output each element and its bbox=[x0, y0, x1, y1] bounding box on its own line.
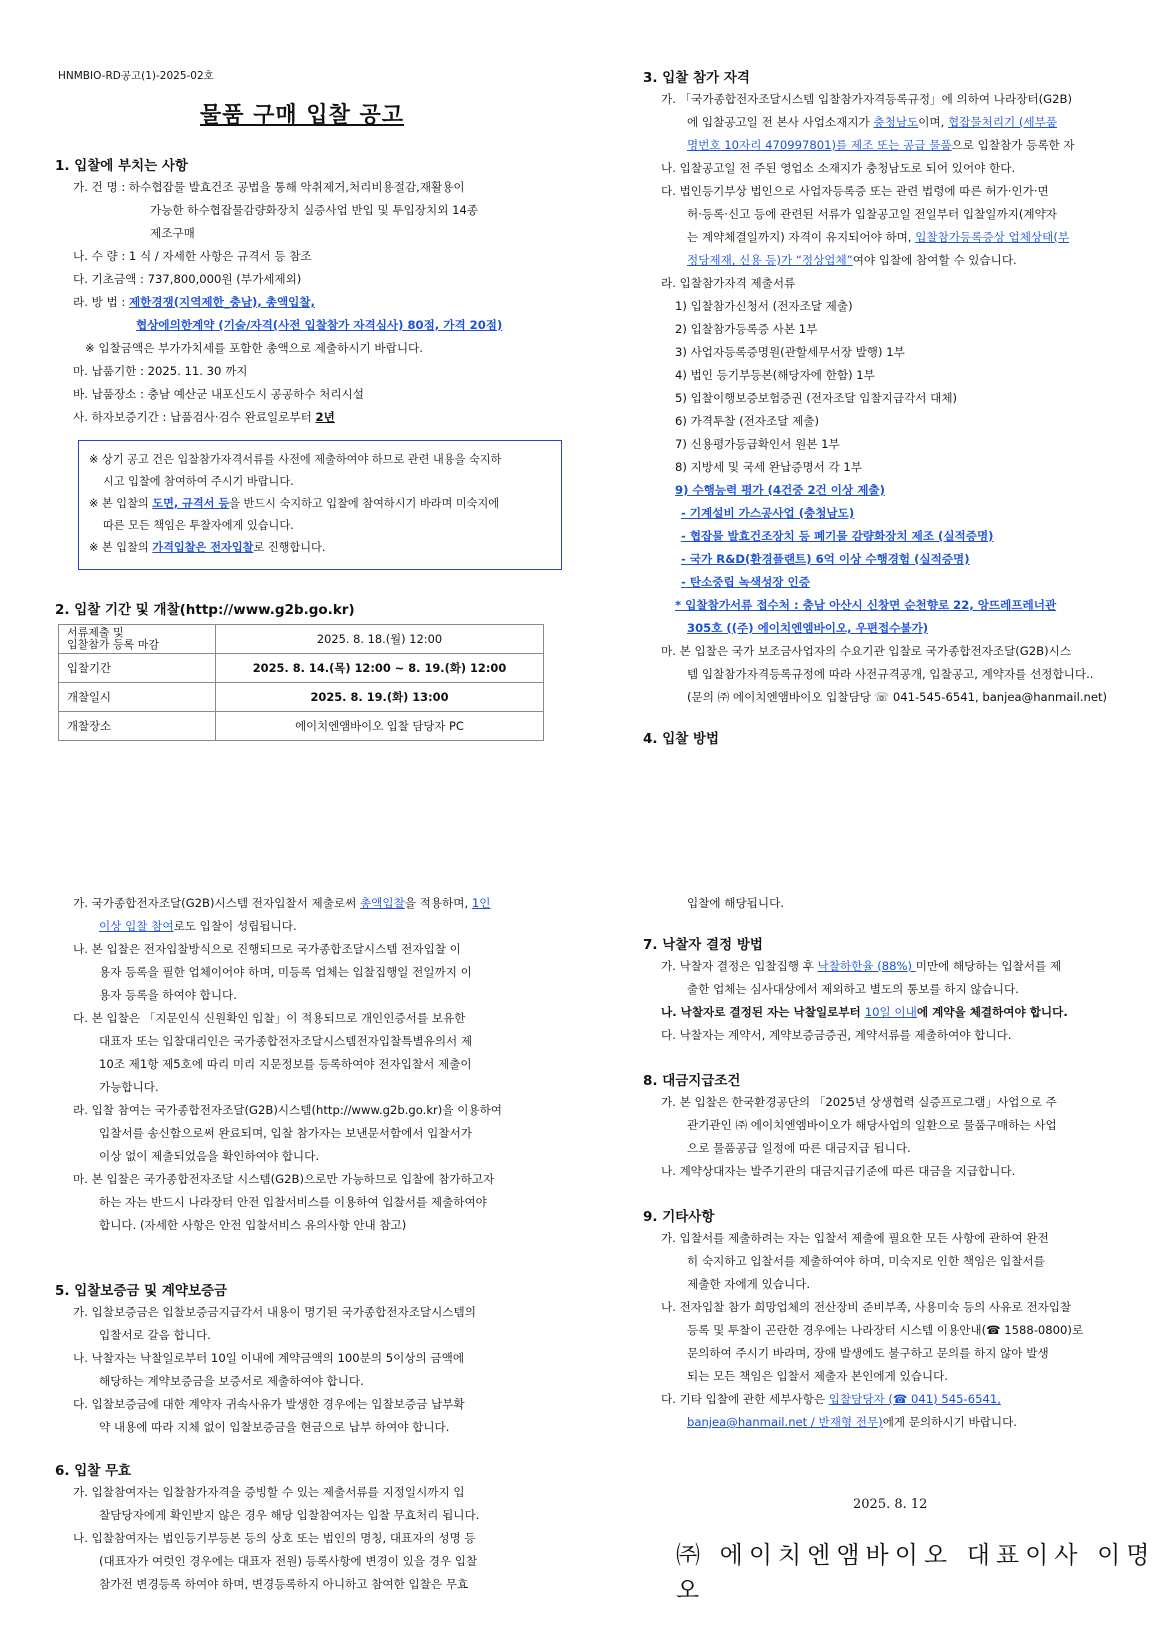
text-line: 가능합니다. bbox=[99, 1080, 159, 1094]
text-line: 3) 사업자등록증명원(관할세무서장 발행) 1부 bbox=[675, 345, 905, 359]
text-line: banjea@hanmail.net / 반재형 전무)에게 문의하시기 바랍니다. bbox=[687, 1415, 1017, 1429]
text-line: 마. 본 입찰은 국가종합전자조달 시스템(G2B)으로만 가능하므로 입찰에 참가하고자 bbox=[73, 1172, 495, 1186]
text-line: 출한 업체는 심사대상에서 제외하고 별도의 통보를 하지 않습니다. bbox=[687, 982, 1019, 996]
section-heading: 8. 대금지급조건 bbox=[643, 1073, 741, 1089]
text-line: 바. 납품장소 : 충남 예산군 내포신도시 공공하수 처리시설 bbox=[73, 387, 364, 401]
text-line: 다. 법인등기부상 법인으로 사업자등록증 또는 관련 법령에 따른 허가·인가·면 bbox=[661, 184, 1049, 198]
text-line: 가. 「국가종합전자조달시스템 입찰참가자격등록규정」에 의하여 나라장터(G2B) bbox=[661, 92, 1072, 106]
section-heading: 7. 낙찰자 결정 방법 bbox=[643, 937, 763, 953]
text-line: 는 계약체결일까지) 자격이 유지되어야 하며, 입찰참가등록증상 업체상태(부 bbox=[687, 230, 1070, 244]
section-heading: 3. 입찰 참가 자격 bbox=[643, 70, 750, 86]
text-line: 되는 모든 책임은 입찰서 제출자 본인에게 있습니다. bbox=[687, 1369, 948, 1383]
text-line: ※ 입찰금액은 부가가치세를 포함한 총액으로 제출하시기 바랍니다. bbox=[85, 341, 423, 355]
text-line: 다. 입찰보증금에 대한 계약자 귀속사유가 발생한 경우에는 입찰보증금 납부확 bbox=[73, 1397, 465, 1411]
section-heading: 1. 입찰에 부치는 사항 bbox=[55, 158, 188, 174]
section-7-9 bbox=[643, 892, 1143, 1434]
table-row: 개찰장소 에이치엔앰바이오 입찰 담당자 PC bbox=[59, 712, 544, 741]
page-title: 물품 구매 입찰 공고 bbox=[200, 103, 404, 128]
text-line: 가능한 하수협잡물감량화장치 실증사업 반입 및 투입장치외 14종 bbox=[150, 203, 479, 217]
table-row: 서류제출 및 입찰참가 등록 마감 2025. 8. 18.(월) 12:00 bbox=[59, 625, 544, 654]
section-heading: 5. 입찰보증금 및 계약보증금 bbox=[55, 1283, 228, 1299]
text-line: 명번호 10자리 470997801)를 제조 또는 공급 물품으로 입찰참가 등록한 자 bbox=[687, 138, 1075, 152]
notice-box bbox=[78, 440, 562, 570]
text-line: 관기관인 ㈜ 에이치엔엠바이오가 해당사업의 일환으로 물품구매하는 사업 bbox=[687, 1118, 1057, 1132]
text-line: 나. 입찰참여자는 법인등기부등본 등의 상호 또는 법인의 명칭, 대표자의 성명 등 bbox=[73, 1531, 476, 1545]
text-line: 6) 가격투찰 (전자조달 제출) bbox=[675, 414, 819, 428]
text-line: 다. 본 입찰은 「지문인식 신원확인 입찰」이 적용되므로 개인인증서를 보유한 bbox=[73, 1011, 466, 1025]
text-line: 약 내용에 따라 지체 없이 입찰보증금을 현금으로 납부 하여야 합니다. bbox=[99, 1420, 450, 1434]
text-line: 사. 하자보증기간 : 납품검사·검수 완료일로부터 2년 bbox=[73, 410, 335, 424]
text-line: 4) 법인 등기부등본(해당자에 한함) 1부 bbox=[675, 368, 875, 382]
text-line: 나. 입찰공고일 전 주된 영업소 소재지가 충청남도로 되어 있어야 한다. bbox=[661, 161, 1016, 175]
text-line: 가. 본 입찰은 한국환경공단의 「2025년 상생협력 실증프로그램」사업으로 주 bbox=[661, 1095, 1057, 1109]
text-line: 이상 입찰 참여로도 입찰이 성립됩니다. bbox=[99, 919, 297, 933]
text-line: 다. 기초금액 : 737,800,000원 (부가세제외) bbox=[73, 272, 302, 286]
text-line: 입찰서를 송신함으로써 완료되며, 입찰 참가자는 보낸문서함에서 입찰서가 bbox=[99, 1126, 472, 1140]
text-line: 제조구매 bbox=[150, 226, 195, 240]
table-row: 입찰기간 2025. 8. 14.(목) 12:00 ~ 8. 19.(화) 12:00 bbox=[59, 654, 544, 683]
text-line: 이상 없이 제출되었음을 확인하여야 합니다. bbox=[99, 1149, 320, 1163]
document-code: HNMBIO-RD공고(1)-2025-02호 bbox=[58, 70, 214, 82]
section-heading: 2. 입찰 기간 및 개찰(http://www.g2b.go.kr) bbox=[55, 602, 355, 618]
text-line: 가. 입찰서를 제출하려는 자는 입찰서 제출에 필요한 모든 사항에 관하여 완전 bbox=[661, 1231, 1049, 1245]
text-line: ※ 본 입찰의 도면, 규격서 등을 반드시 숙지하고 입찰에 참여하시기 바라며 미숙지에 bbox=[89, 497, 500, 510]
text-line: 나. 전자입찰 참가 희망업체의 전산장비 준비부족, 사용미숙 등의 사유로 전자입찰 bbox=[661, 1300, 1072, 1314]
text-line: 용자 등록을 필한 업체이어야 하며, 미등록 업체는 입찰집행일 전일까지 이 bbox=[99, 965, 472, 979]
text-line: 1) 입찰참가신청서 (전자조달 제출) bbox=[675, 299, 853, 313]
text-line: 마. 본 입찰은 국가 보조금사업자의 수요기관 입찰로 국가종합전자조달(G2B)시스 bbox=[661, 644, 1072, 658]
text-line: 대표자 또는 입찰대리인은 국가종합전자조달시스템전자입찰특별유의서 제 bbox=[99, 1034, 473, 1048]
text-line: 7) 신용평가등급확인서 원본 1부 bbox=[675, 437, 840, 451]
text-line: 제출한 자에게 있습니다. bbox=[687, 1277, 811, 1291]
text-line: 합니다. (자세한 사항은 안전 입찰서비스 유의사항 안내 참고) bbox=[99, 1218, 407, 1232]
text-line: 나. 낙찰자는 낙찰일로부터 10일 이내에 계약금액의 100분의 5이상의 금액에 bbox=[73, 1351, 465, 1365]
text-line: 9) 수행능력 평가 (4건중 2건 이상 제출) bbox=[675, 483, 885, 497]
text-line: ※ 상기 공고 건은 입찰참가자격서류를 사전에 제출하여야 하므로 관련 내용을 숙지하 bbox=[89, 453, 502, 466]
text-line: - 기계설비 가스공사업 (충청남도) bbox=[681, 506, 855, 520]
text-line: 문의하여 주시기 바라며, 장애 발생에도 불구하고 문의를 하지 않아 발생 bbox=[687, 1346, 1049, 1360]
table-row: 개찰일시 2025. 8. 19.(화) 13:00 bbox=[59, 683, 544, 712]
text-line: 라. 입찰 참여는 국가종합전자조달(G2B)시스템(http://www.g2b.go.kr)을 이용하여 bbox=[73, 1103, 503, 1117]
text-line: (대표자가 여럿인 경우에는 대표자 전원) 등록사항에 변경이 있을 경우 입찰 bbox=[99, 1554, 478, 1568]
text-line: 찰담당자에게 확인받지 않은 경우 해당 입찰참여자는 입찰 무효처리 됩니다. bbox=[99, 1508, 480, 1522]
text-line: 라. 방 법 : 제한경쟁(지역제한_충남), 총액입찰, bbox=[73, 295, 315, 309]
section-heading: 9. 기타사항 bbox=[643, 1209, 715, 1225]
text-line: 다. 낙찰자는 계약서, 계약보증금증권, 계약서류를 제출하여야 합니다. bbox=[661, 1028, 1012, 1042]
section-3 bbox=[643, 66, 1143, 747]
text-line: - 탄소중립 녹색성장 인증 bbox=[681, 575, 810, 589]
text-line: 나. 수 량 : 1 식 / 자세한 사항은 규격서 등 참조 bbox=[73, 249, 312, 263]
text-line: 가. 국가종합전자조달(G2B)시스템 전자입찰서 제출로써 총액입찰을 적용하며, 1인 bbox=[73, 896, 491, 910]
text-line: 템 입찰참가자격등록규정에 따라 사전규격공개, 입찰공고, 계약자를 선정합니다.. bbox=[687, 667, 1094, 681]
text-line: 참가전 변경등록 하여야 하며, 변경등록하지 아니하고 참여한 입찰은 무효 bbox=[99, 1577, 469, 1591]
text-line: (문의 ㈜ 에이치엔앰바이오 입찰담당 ☏ 041-545-6541, banjea@hanmail.net) bbox=[687, 690, 1108, 704]
text-line: 으로 물품공급 일정에 따른 대금지급 됩니다. bbox=[687, 1141, 911, 1155]
text-line: ※ 본 입찰의 가격입찰은 전자입찰로 진행합니다. bbox=[89, 541, 326, 554]
section-1 bbox=[55, 154, 555, 429]
text-line: 가. 낙찰자 결정은 입찰집행 후 낙찰하한율 (88%) 미만에 해당하는 입찰서를 제 bbox=[661, 959, 1062, 973]
text-line: 정당제재, 신용 등)가 “정상업체”여야 입찰에 참여할 수 있습니다. bbox=[687, 253, 1017, 267]
text-line: 나. 본 입찰은 전자입찰방식으로 진행되므로 국가종합조달시스템 전자입찰 이 bbox=[73, 942, 461, 956]
schedule-table bbox=[58, 624, 544, 741]
text-line: 입찰에 해당됩니다. bbox=[687, 896, 784, 910]
text-line: 용자 등록을 하여야 합니다. bbox=[99, 988, 237, 1002]
text-line: 에 입찰공고일 전 본사 사업소재지가 충청남도이며, 협잡물처리기 (세부품 bbox=[687, 115, 1058, 129]
text-line: 히 숙지하고 입찰서를 제출하여야 하며, 미숙지로 인한 책임은 입찰서를 bbox=[687, 1254, 1045, 1268]
text-line: 8) 지방세 및 국세 완납증명서 각 1부 bbox=[675, 460, 862, 474]
text-line: 해당하는 계약보증금을 보증서로 제출하여야 합니다. bbox=[99, 1374, 364, 1388]
text-line: 가. 건 명 : 하수협잡물 발효건조 공법을 통해 악취제거,처리비용절감,재활용이 bbox=[73, 180, 465, 194]
text-line: 5) 입찰이행보증보험증권 (전자조달 입찰지급각서 대체) bbox=[675, 391, 958, 405]
text-line: 협상에의한계약 (기술/자격(사전 입찰참가 자격심사) 80점, 가격 20점) bbox=[136, 318, 503, 332]
issue-date: 2025. 8. 12 bbox=[853, 1497, 928, 1512]
text-line: 가. 입찰참여자는 입찰참가자격을 증빙할 수 있는 제출서류를 지정일시까지 입 bbox=[73, 1485, 465, 1499]
text-line: 하는 자는 반드시 나라장터 안전 입찰서비스를 이용하여 입찰서를 제출하여야 bbox=[99, 1195, 487, 1209]
text-line: 305호 ((주) 에이치엔엠바이오, 우편접수불가) bbox=[687, 621, 929, 635]
text-line: 시고 입찰에 참여하여 주시기 바랍니다. bbox=[103, 475, 294, 488]
signature: ㈜ 에이치엔앰바이오 대표이사 이명오 bbox=[676, 1541, 1156, 1604]
text-line: 마. 납품기한 : 2025. 11. 30 까지 bbox=[73, 364, 248, 378]
text-line: 나. 낙찰자로 결정된 자는 낙찰일로부터 10일 이내에 계약을 체결하여야 합니다. bbox=[661, 1005, 1068, 1019]
text-line: - 국가 R&D(환경플랜트) 6억 이상 수행경험 (실적증명) bbox=[681, 552, 970, 566]
text-line: 허·등록·신고 등에 관련된 서류가 입찰공고일 전일부터 입찰일까지(계약자 bbox=[687, 207, 1057, 221]
text-line: 라. 입찰참가자격 제출서류 bbox=[661, 276, 796, 290]
text-line: 입찰서로 갈음 합니다. bbox=[99, 1328, 211, 1342]
text-line: 등록 및 투찰이 곤란한 경우에는 나라장터 시스템 이용안내(☎ 1588-0800)로 bbox=[687, 1323, 1084, 1337]
text-line: 다. 기타 입찰에 관한 세부사항은 입찰담당자 (☎ 041) 545-6541, bbox=[661, 1392, 1001, 1406]
text-line: 나. 계약상대자는 발주기관의 대금지급기준에 따른 대금을 지급합니다. bbox=[661, 1164, 1016, 1178]
text-line: 2) 입찰참가등록증 사본 1부 bbox=[675, 322, 818, 336]
text-line: - 협잡물 발효건조장치 등 폐기물 감량화장치 제조 (실적증명) bbox=[681, 529, 994, 543]
section-heading: 6. 입찰 무효 bbox=[55, 1463, 132, 1479]
text-line: 가. 입찰보증금은 입찰보증금지급각서 내용이 명기된 국가종합전자조달시스템의 bbox=[73, 1305, 476, 1319]
section-heading: 4. 입찰 방법 bbox=[643, 731, 720, 747]
text-line: 10조 제1항 제5호에 따리 미리 지문정보를 등록하여야 전자입찰서 제출이 bbox=[99, 1057, 472, 1071]
text-line: * 입찰참가서류 접수처 : 충남 아산시 신창면 순천향로 22, 앙뜨레프레너관 bbox=[675, 598, 1057, 612]
section-4-body bbox=[55, 892, 555, 1596]
text-line: 따른 모든 책임은 투찰자에게 있습니다. bbox=[103, 519, 294, 532]
